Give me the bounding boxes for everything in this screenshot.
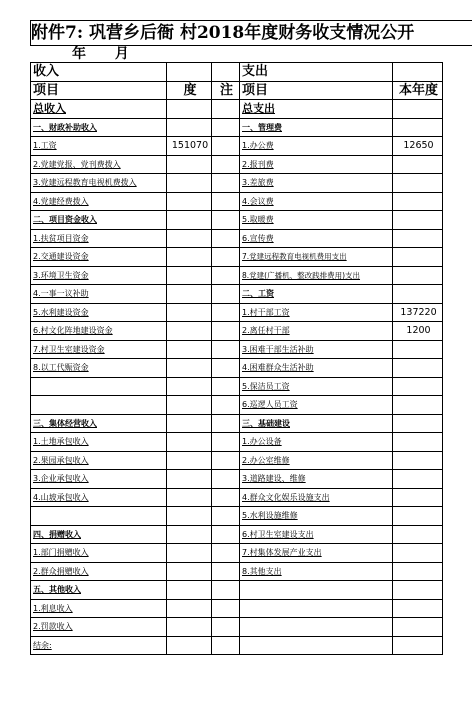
expense-item-cell: 5.保洁员工资 — [240, 377, 393, 396]
expense-amount-cell — [393, 359, 443, 378]
expense-item-header: 项目 — [240, 81, 393, 100]
expense-header: 支出 — [240, 63, 393, 82]
income-item-cell — [31, 507, 167, 526]
income-item-cell: 4.一事一议补助 — [31, 285, 167, 304]
expense-amount-cell — [393, 525, 443, 544]
income-amount-cell — [167, 174, 212, 193]
expense-amount-cell: 12650 — [393, 137, 443, 156]
expense-amount-cell: 137220 — [393, 303, 443, 322]
income-amount-cell: 151070 — [167, 137, 212, 156]
income-note-cell — [212, 174, 240, 193]
table-row — [31, 451, 443, 470]
expense-item-cell: 2.离任村干部 — [240, 322, 393, 341]
income-amount-cell — [167, 507, 212, 526]
expense-amount-cell — [393, 396, 443, 415]
income-note-cell — [212, 544, 240, 563]
expense-amount-cell — [393, 599, 443, 618]
income-item-cell: 四、捐赠收入 — [31, 525, 167, 544]
income-note-cell — [212, 525, 240, 544]
expense-amount-cell: 1200 — [393, 322, 443, 341]
income-amount-cell — [167, 599, 212, 618]
income-amount-cell — [167, 192, 212, 211]
income-item-cell: 2.交通建设资金 — [31, 248, 167, 267]
total-income-label: 总收入 — [31, 100, 167, 119]
table-row — [31, 322, 443, 341]
expense-item-cell: 4.会议费 — [240, 192, 393, 211]
expense-item-cell — [240, 248, 393, 267]
item-header: 项目 — [31, 81, 167, 100]
table-row — [31, 211, 443, 230]
income-note-cell — [212, 211, 240, 230]
header-row — [31, 81, 443, 100]
expense-amount-cell — [393, 433, 443, 452]
income-note-cell — [212, 155, 240, 174]
income-item-cell: 3.环境卫生资金 — [31, 266, 167, 285]
income-note-cell — [212, 285, 240, 304]
blank-cell — [393, 63, 443, 82]
income-item-cell: 一、财政补助收入 — [31, 118, 167, 137]
income-item-cell — [31, 396, 167, 415]
income-amount-cell — [167, 340, 212, 359]
income-amount-cell — [167, 451, 212, 470]
income-note-cell — [212, 488, 240, 507]
blank-cell — [167, 100, 212, 119]
income-amount-cell — [167, 211, 212, 230]
expense-item-cell: 6.巡逻人员工资 — [240, 396, 393, 415]
income-note-cell — [212, 396, 240, 415]
income-item-cell — [31, 377, 167, 396]
income-amount-cell — [167, 636, 212, 655]
income-note-cell — [212, 581, 240, 600]
income-note-cell — [212, 636, 240, 655]
expense-amount-cell — [393, 155, 443, 174]
expense-item-cell: 3.差旅费 — [240, 174, 393, 193]
income-amount-cell — [167, 248, 212, 267]
income-note-cell — [212, 562, 240, 581]
income-amount-cell — [167, 359, 212, 378]
income-item-cell: 五、其他收入 — [31, 581, 167, 600]
expense-item-text: 7.党建远程教育电视机费用支出 — [242, 252, 347, 262]
table-row — [31, 581, 443, 600]
income-amount-cell — [167, 433, 212, 452]
expense-amount-cell — [393, 229, 443, 248]
table-row — [31, 192, 443, 211]
income-item-cell: 6.村文化阵地建设资金 — [31, 322, 167, 341]
income-amount-cell — [167, 285, 212, 304]
table-row — [31, 470, 443, 489]
income-amount-cell — [167, 155, 212, 174]
table-row — [31, 118, 443, 137]
income-item-cell: 1.土地承包收入 — [31, 433, 167, 452]
income-note-cell — [212, 248, 240, 267]
year-label: 年 — [72, 46, 86, 62]
totals-row — [31, 100, 443, 119]
note-header: 注 — [212, 81, 240, 100]
document-title: 附件7: 巩营乡后衙 村2018年度财务收支情况公开 — [30, 20, 472, 46]
expense-amount-cell — [393, 488, 443, 507]
table-row — [31, 618, 443, 637]
income-item-cell: 7.村卫生室建设资金 — [31, 340, 167, 359]
income-note-cell — [212, 303, 240, 322]
table-row — [31, 248, 443, 267]
this-year-header: 本年度 — [393, 81, 443, 100]
income-note-cell — [212, 377, 240, 396]
expense-item-cell: 7.村集体发展产业支出 — [240, 544, 393, 563]
income-note-cell — [212, 507, 240, 526]
income-amount-cell — [167, 525, 212, 544]
expense-item-cell: 1.办公设备 — [240, 433, 393, 452]
income-note-cell — [212, 414, 240, 433]
table-row — [31, 414, 443, 433]
table-row — [31, 396, 443, 415]
expense-item-cell: 三、基础建设 — [240, 414, 393, 433]
expense-amount-cell — [393, 414, 443, 433]
expense-item-cell — [240, 599, 393, 618]
income-item-cell: 5.水利建设资金 — [31, 303, 167, 322]
income-note-cell — [212, 192, 240, 211]
expense-amount-cell — [393, 211, 443, 230]
blank-cell — [393, 100, 443, 119]
income-item-cell: 8.以工代赈资金 — [31, 359, 167, 378]
total-expense-label: 总支出 — [240, 100, 393, 119]
income-header: 收入 — [31, 63, 167, 82]
income-item-cell: 三、集体经营收入 — [31, 414, 167, 433]
income-amount-cell — [167, 229, 212, 248]
table-row — [31, 229, 443, 248]
income-note-cell — [212, 118, 240, 137]
expense-amount-cell — [393, 192, 443, 211]
table-row — [31, 285, 443, 304]
income-item-cell: 2.罚款收入 — [31, 618, 167, 637]
table-row — [31, 303, 443, 322]
header-row-top — [31, 63, 443, 82]
income-note-cell — [212, 618, 240, 637]
expense-amount-cell — [393, 507, 443, 526]
income-amount-cell — [167, 118, 212, 137]
income-amount-cell — [167, 303, 212, 322]
expense-item-cell — [240, 618, 393, 637]
expense-item-cell — [240, 581, 393, 600]
expense-item-cell: 1.办公费 — [240, 137, 393, 156]
expense-item-cell: 二、工资 — [240, 285, 393, 304]
expense-amount-cell — [393, 118, 443, 137]
expense-item-cell: 5.水利设施维修 — [240, 507, 393, 526]
table-row — [31, 377, 443, 396]
expense-amount-cell — [393, 340, 443, 359]
income-item-cell: 结余: — [31, 636, 167, 655]
income-note-cell — [212, 266, 240, 285]
expense-item-text: 8.党建(广播机、整改践排费用)支出 — [242, 270, 361, 280]
expense-item-cell: 5.取暖费 — [240, 211, 393, 230]
income-amount-cell — [167, 544, 212, 563]
income-item-cell: 1.工资 — [31, 137, 167, 156]
period-line — [30, 45, 129, 63]
finance-table — [30, 62, 443, 655]
income-amount-cell — [167, 322, 212, 341]
income-note-cell — [212, 470, 240, 489]
expense-amount-cell — [393, 285, 443, 304]
expense-item-cell: 一、管理费 — [240, 118, 393, 137]
expense-item-cell: 2.报刊费 — [240, 155, 393, 174]
table-row — [31, 433, 443, 452]
blank-cell — [212, 100, 240, 119]
table-row — [31, 488, 443, 507]
income-amount-cell — [167, 377, 212, 396]
income-amount-cell — [167, 562, 212, 581]
income-item-cell: 二、项目资金收入 — [31, 211, 167, 230]
table-row — [31, 636, 443, 655]
expense-amount-cell — [393, 266, 443, 285]
table-row — [31, 155, 443, 174]
expense-amount-cell — [393, 470, 443, 489]
year-blank — [30, 48, 72, 63]
expense-item-cell: 1.村干部工资 — [240, 303, 393, 322]
income-note-cell — [212, 322, 240, 341]
income-note-cell — [212, 340, 240, 359]
table-row — [31, 174, 443, 193]
table-row — [31, 266, 443, 285]
income-item-cell: 1.扶贫项目资金 — [31, 229, 167, 248]
expense-item-cell: 3.困难干部生活补助 — [240, 340, 393, 359]
table-row — [31, 544, 443, 563]
expense-item-cell: 3.道路建设、维修 — [240, 470, 393, 489]
income-item-cell: 1.部门捐赠收入 — [31, 544, 167, 563]
expense-item-cell — [240, 266, 393, 285]
blank-cell — [167, 63, 212, 82]
income-item-cell: 3.企业承包收入 — [31, 470, 167, 489]
income-amount-cell — [167, 396, 212, 415]
table-row — [31, 562, 443, 581]
income-item-cell: 2.群众捐赠收入 — [31, 562, 167, 581]
income-note-cell — [212, 359, 240, 378]
income-note-cell — [212, 599, 240, 618]
expense-item-cell: 6.村卫生室建设支出 — [240, 525, 393, 544]
table-row — [31, 340, 443, 359]
income-amount-cell — [167, 266, 212, 285]
expense-amount-cell — [393, 174, 443, 193]
income-item-cell: 1.利息收入 — [31, 599, 167, 618]
income-item-cell: 4.山坡承包收入 — [31, 488, 167, 507]
expense-item-cell: 6.宣传费 — [240, 229, 393, 248]
income-note-cell — [212, 229, 240, 248]
expense-item-cell: 8.其他支出 — [240, 562, 393, 581]
blank-cell — [212, 63, 240, 82]
expense-item-cell: 4.群众文化娱乐设施支出 — [240, 488, 393, 507]
expense-item-cell — [240, 636, 393, 655]
income-item-cell: 2.果园承包收入 — [31, 451, 167, 470]
income-item-cell: 3.党建远程教育电视机费拨入 — [31, 174, 167, 193]
income-note-cell — [212, 137, 240, 156]
table-row — [31, 137, 443, 156]
table-row — [31, 507, 443, 526]
expense-amount-cell — [393, 562, 443, 581]
income-amount-cell — [167, 414, 212, 433]
expense-amount-cell — [393, 636, 443, 655]
expense-amount-cell — [393, 451, 443, 470]
expense-amount-cell — [393, 377, 443, 396]
table-row — [31, 359, 443, 378]
income-note-cell — [212, 451, 240, 470]
income-amount-cell — [167, 581, 212, 600]
income-item-cell: 2.党建党报、党刊费拨入 — [31, 155, 167, 174]
income-note-cell — [212, 433, 240, 452]
expense-amount-cell — [393, 618, 443, 637]
income-amount-cell — [167, 618, 212, 637]
income-item-cell: 4.党建经费拨入 — [31, 192, 167, 211]
expense-amount-cell — [393, 581, 443, 600]
table-row — [31, 525, 443, 544]
income-amount-cell — [167, 488, 212, 507]
month-label: 月 — [114, 46, 129, 62]
expense-item-cell: 2.办公室维修 — [240, 451, 393, 470]
expense-item-cell: 4.困难群众生活补助 — [240, 359, 393, 378]
income-amount-cell — [167, 470, 212, 489]
table-row — [31, 599, 443, 618]
expense-amount-cell — [393, 248, 443, 267]
expense-amount-cell — [393, 544, 443, 563]
degree-header: 度 — [167, 81, 212, 100]
